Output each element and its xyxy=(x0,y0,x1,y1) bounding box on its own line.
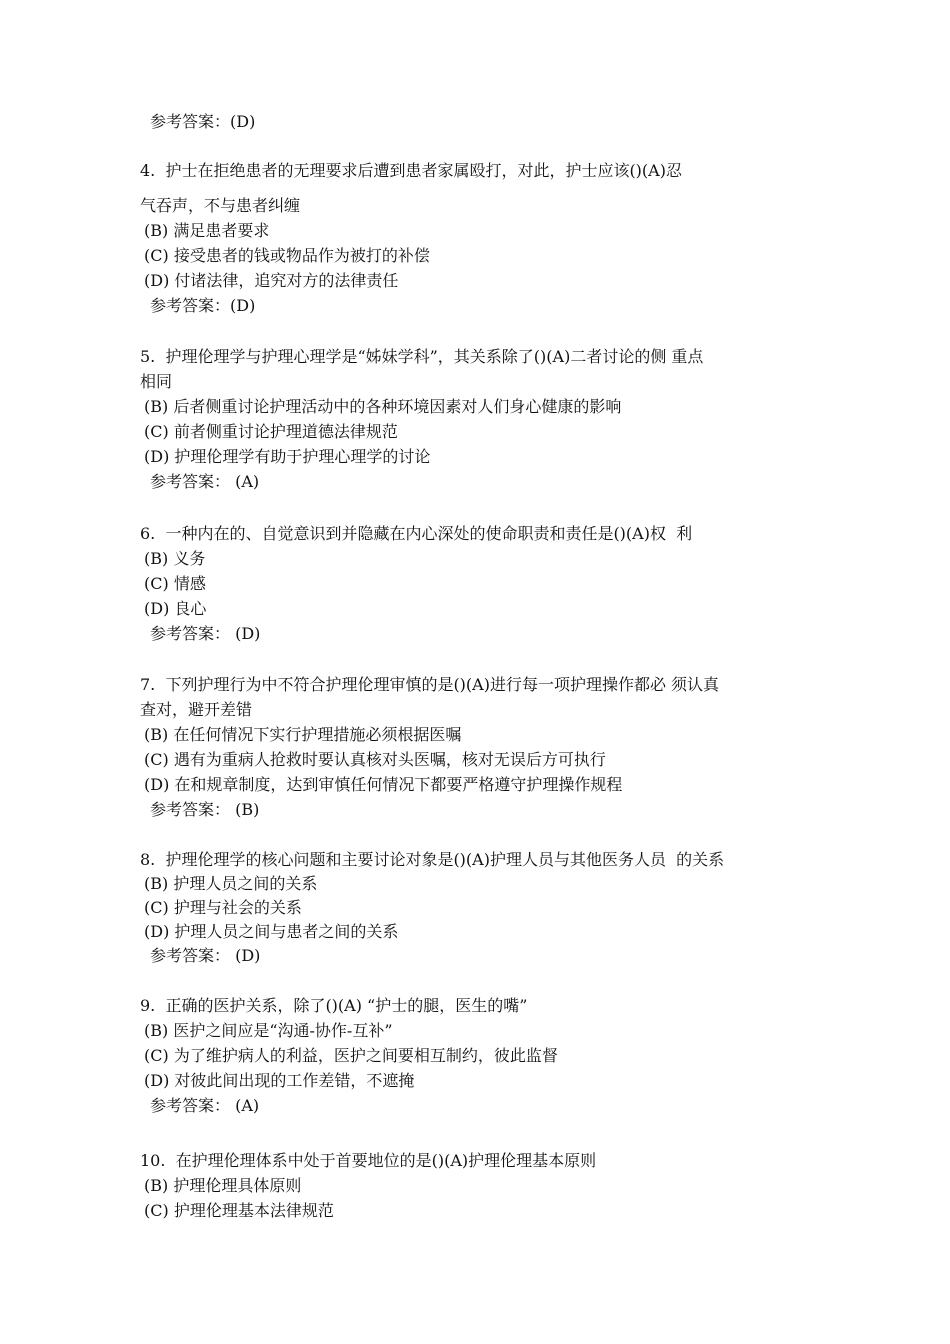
question-7: 7. 下列护理行为中不符合护理伦理审慎的是()(A)进行每一项护理操作都必 须认真 xyxy=(140,675,720,694)
answer-q6: 参考答案： (D) xyxy=(150,624,261,643)
option-c: (C) 护理伦理基本法律规范 xyxy=(144,1201,334,1220)
question-10: 10. 在护理伦理体系中处于首要地位的是()(A)护理伦理基本原则 xyxy=(140,1151,597,1170)
answer-q4: 参考答案：(D) xyxy=(150,296,256,315)
option-b: (B) 护理人员之间的关系 xyxy=(144,874,318,893)
option-d: (D) 在和规章制度，达到审慎任何情况下都要严格遵守护理操作规程 xyxy=(144,775,623,794)
option-b: (B) 护理伦理具体原则 xyxy=(144,1176,302,1195)
question-4: 4. 护士在拒绝患者的无理要求后遭到患者家属殴打，对此，护士应该()(A)忍 xyxy=(140,161,682,180)
option-d: (D) 护理人员之间与患者之间的关系 xyxy=(144,922,399,941)
question-4-continued: 气吞声，不与患者纠缠 xyxy=(140,196,301,215)
answer-q9: 参考答案： (A) xyxy=(150,1096,260,1115)
option-d: (D) 付诸法律，追究对方的法律责任 xyxy=(144,271,399,290)
answer-q7: 参考答案： (B) xyxy=(150,800,260,819)
option-c: (C) 前者侧重讨论护理道德法律规范 xyxy=(144,422,398,441)
option-d: (D) 护理伦理学有助于护理心理学的讨论 xyxy=(144,447,431,466)
option-b: (B) 医护之间应是“沟通-协作-互补” xyxy=(144,1021,393,1040)
option-b: (B) 后者侧重讨论护理活动中的各种环境因素对人们身心健康的影响 xyxy=(144,397,622,416)
option-c: (C) 情感 xyxy=(144,574,206,593)
option-c: (C) 遇有为重病人抢救时要认真核对头医嘱，核对无误后方可执行 xyxy=(144,750,606,769)
option-d: (D) 良心 xyxy=(144,599,207,618)
option-c: (C) 护理与社会的关系 xyxy=(144,898,302,917)
answer-q5: 参考答案： (A) xyxy=(150,472,260,491)
option-b: (B) 在任何情况下实行护理措施必须根据医嘱 xyxy=(144,725,462,744)
answer-q3: 参考答案：(D) xyxy=(150,112,256,131)
question-5-continued: 相同 xyxy=(140,372,173,391)
question-5: 5. 护理伦理学与护理心理学是“姊妹学科”，其关系除了()(A)二者讨论的侧 重点 xyxy=(140,347,704,366)
answer-q8: 参考答案： (D) xyxy=(150,946,261,965)
option-c: (C) 为了维护病人的利益，医护之间要相互制约，彼此监督 xyxy=(144,1046,558,1065)
option-b: (B) 义务 xyxy=(144,549,206,568)
question-6: 6. 一种内在的、自觉意识到并隐藏在内心深处的使命职责和责任是()(A)权 利 xyxy=(140,524,693,543)
option-b: (B) 满足患者要求 xyxy=(144,221,270,240)
question-8: 8. 护理伦理学的核心问题和主要讨论对象是()(A)护理人员与其他医务人员 的关系 xyxy=(140,850,725,869)
option-d: (D) 对彼此间出现的工作差错，不遮掩 xyxy=(144,1071,415,1090)
option-c: (C) 接受患者的钱或物品作为被打的补偿 xyxy=(144,246,430,265)
question-9: 9. 正确的医护关系，除了()(A) “护士的腿，医生的嘴” xyxy=(140,996,528,1015)
question-7-continued: 查对，避开差错 xyxy=(140,700,253,719)
